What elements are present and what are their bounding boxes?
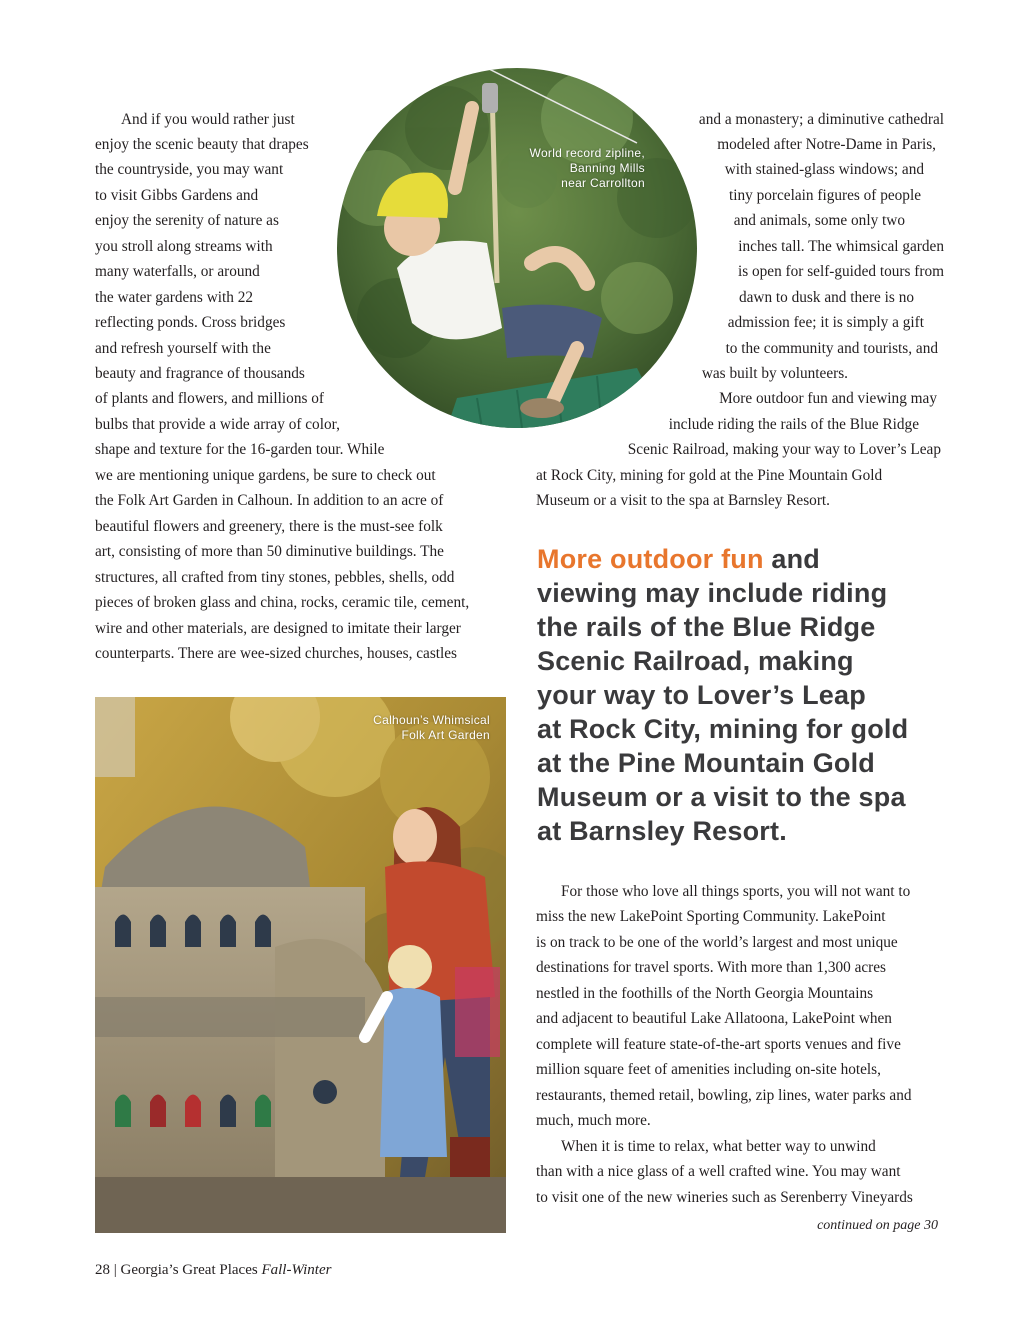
body-line: enjoy the scenic beauty that drapes (95, 136, 309, 153)
caption-line: World record zipline, (529, 146, 645, 160)
zipline-illustration (337, 68, 697, 428)
page-footer (95, 1262, 331, 1279)
body-line: the Folk Art Garden in Calhoun. In addition to an acre of (95, 492, 444, 509)
body-line: counterparts. There are wee-sized churches, houses, castles (95, 645, 458, 662)
body-line: dawn to dusk and there is no (738, 289, 914, 306)
body-line: at Rock City, mining for gold at the Pine Mountain Gold (536, 467, 883, 484)
body-line: enjoy the serenity of nature as (95, 212, 279, 229)
body-line: For those who love all things sports, you will not want to (561, 883, 911, 900)
body-line: to visit one of the new wineries such as Serenberry Vineyards (536, 1189, 913, 1206)
body-line: reflecting ponds. Cross bridges (95, 314, 286, 331)
continued-note: continued on page 30 (817, 1218, 938, 1233)
publication-name: Georgia’s Great Places (120, 1262, 258, 1278)
child-overalls (380, 988, 447, 1157)
body-line: tiny porcelain figures of people (729, 187, 921, 204)
body-line: many waterfalls, or around (95, 263, 260, 280)
pull-quote-line: at the Pine Mountain Gold (537, 748, 875, 778)
body-line: modeled after Notre-Dame in Paris, (717, 136, 936, 153)
pulley (482, 83, 498, 113)
body-line: art, consisting of more than 50 diminutive buildings. The (95, 543, 444, 560)
garden-caption (373, 713, 490, 743)
caption-line: Calhoun’s Whimsical (373, 713, 490, 727)
woman-face (393, 809, 437, 865)
zipline-photo (337, 68, 697, 428)
body-line: beautiful flowers and greenery, there is the must-see folk (95, 518, 443, 535)
pull-quote-accent: More outdoor fun (537, 544, 764, 574)
rider-shorts (502, 305, 602, 358)
body-line: the countryside, you may want (95, 161, 284, 178)
body-line: was built by volunteers. (701, 365, 848, 382)
body-line: When it is time to relax, what better way to unwind (561, 1138, 876, 1155)
body-line: inches tall. The whimsical garden (738, 238, 944, 255)
body-line: structures, all crafted from tiny stones, pebbles, shells, odd (95, 569, 455, 586)
rider-shoe (520, 398, 564, 418)
body-line: and a monastery; a diminutive cathedral (698, 111, 944, 128)
body-line: to the community and tourists, and (725, 340, 938, 357)
body-line: is open for self-guided tours from (737, 263, 944, 280)
pull-quote (537, 542, 957, 848)
body-line: bulbs that provide a wide array of color, (95, 416, 340, 433)
body-line: More outdoor fun and viewing may (719, 390, 937, 407)
body-line: to visit Gibbs Gardens and (95, 187, 259, 204)
pull-quote-line: the rails of the Blue Ridge (537, 612, 876, 642)
body-line: nestled in the foothills of the North Georgia Mountains (536, 985, 874, 1002)
body-line: and refresh yourself with the (95, 340, 271, 357)
body-line: of plants and flowers, and millions of (95, 390, 324, 407)
caption-line: Folk Art Garden (401, 728, 490, 742)
body-line: beauty and fragrance of thousands (95, 365, 305, 382)
body-line: is on track to be one of the world’s largest and most unique (536, 934, 898, 951)
body-line: than with a nice glass of a well crafted wine. You may want (536, 1163, 901, 1180)
garden-illustration (95, 697, 506, 1233)
child-head (388, 945, 432, 989)
body-line: we are mentioning unique gardens, be sure to check out (95, 467, 436, 484)
pull-quote-line: Museum or a visit to the spa (537, 782, 906, 812)
pull-quote-line: Scenic Railroad, making (537, 646, 854, 676)
body-line: the water gardens with 22 (95, 289, 254, 306)
body-line: shape and texture for the 16-garden tour. While (95, 441, 385, 458)
body-line: pieces of broken glass and china, rocks, ceramic tile, cement, (95, 594, 470, 611)
body-line: restaurants, themed retail, bowling, zip lines, water parks and (536, 1087, 912, 1104)
pull-quote-line: and (763, 544, 820, 574)
body-line: Scenic Railroad, making your way to Lover’s Leap (627, 441, 941, 458)
body-line: million square feet of amenities including on-site hotels, (536, 1061, 881, 1078)
issue-name: Fall-Winter (261, 1262, 332, 1278)
body-line: Museum or a visit to the spa at Barnsley Resort. (536, 492, 830, 509)
footer-separator: | (113, 1262, 117, 1278)
caption-line: Banning Mills (569, 161, 645, 175)
body-line: And if you would rather just (121, 111, 295, 128)
garden-photo (95, 697, 506, 1233)
zipline-caption (530, 146, 645, 191)
pull-quote-line: viewing may include riding (537, 578, 888, 608)
body-line: include riding the rails of the Blue Ridge (668, 416, 919, 433)
body-line: and adjacent to beautiful Lake Allatoona, LakePoint when (536, 1010, 892, 1027)
pull-quote-line: at Rock City, mining for gold (537, 714, 909, 744)
body-line: and animals, some only two (733, 212, 905, 229)
pull-quote-line: your way to Lover’s Leap (537, 680, 866, 710)
caption-line: near Carrollton (561, 176, 645, 190)
pull-quote-line: at Barnsley Resort. (537, 816, 787, 846)
body-line: admission fee; it is simply a gift (727, 314, 924, 331)
body-line: destinations for travel sports. With more than 1,300 acres (536, 959, 886, 976)
body-line: you stroll along streams with (95, 238, 273, 255)
body-line: complete will feature state-of-the-art sports venues and five (536, 1036, 901, 1053)
page-number: 28 (95, 1262, 110, 1278)
body-line: wire and other materials, are designed to imitate their larger (95, 620, 461, 637)
body-line: with stained-glass windows; and (724, 161, 924, 178)
body-line: miss the new LakePoint Sporting Community. LakePoint (536, 908, 886, 925)
body-line: much, much more. (536, 1112, 651, 1129)
